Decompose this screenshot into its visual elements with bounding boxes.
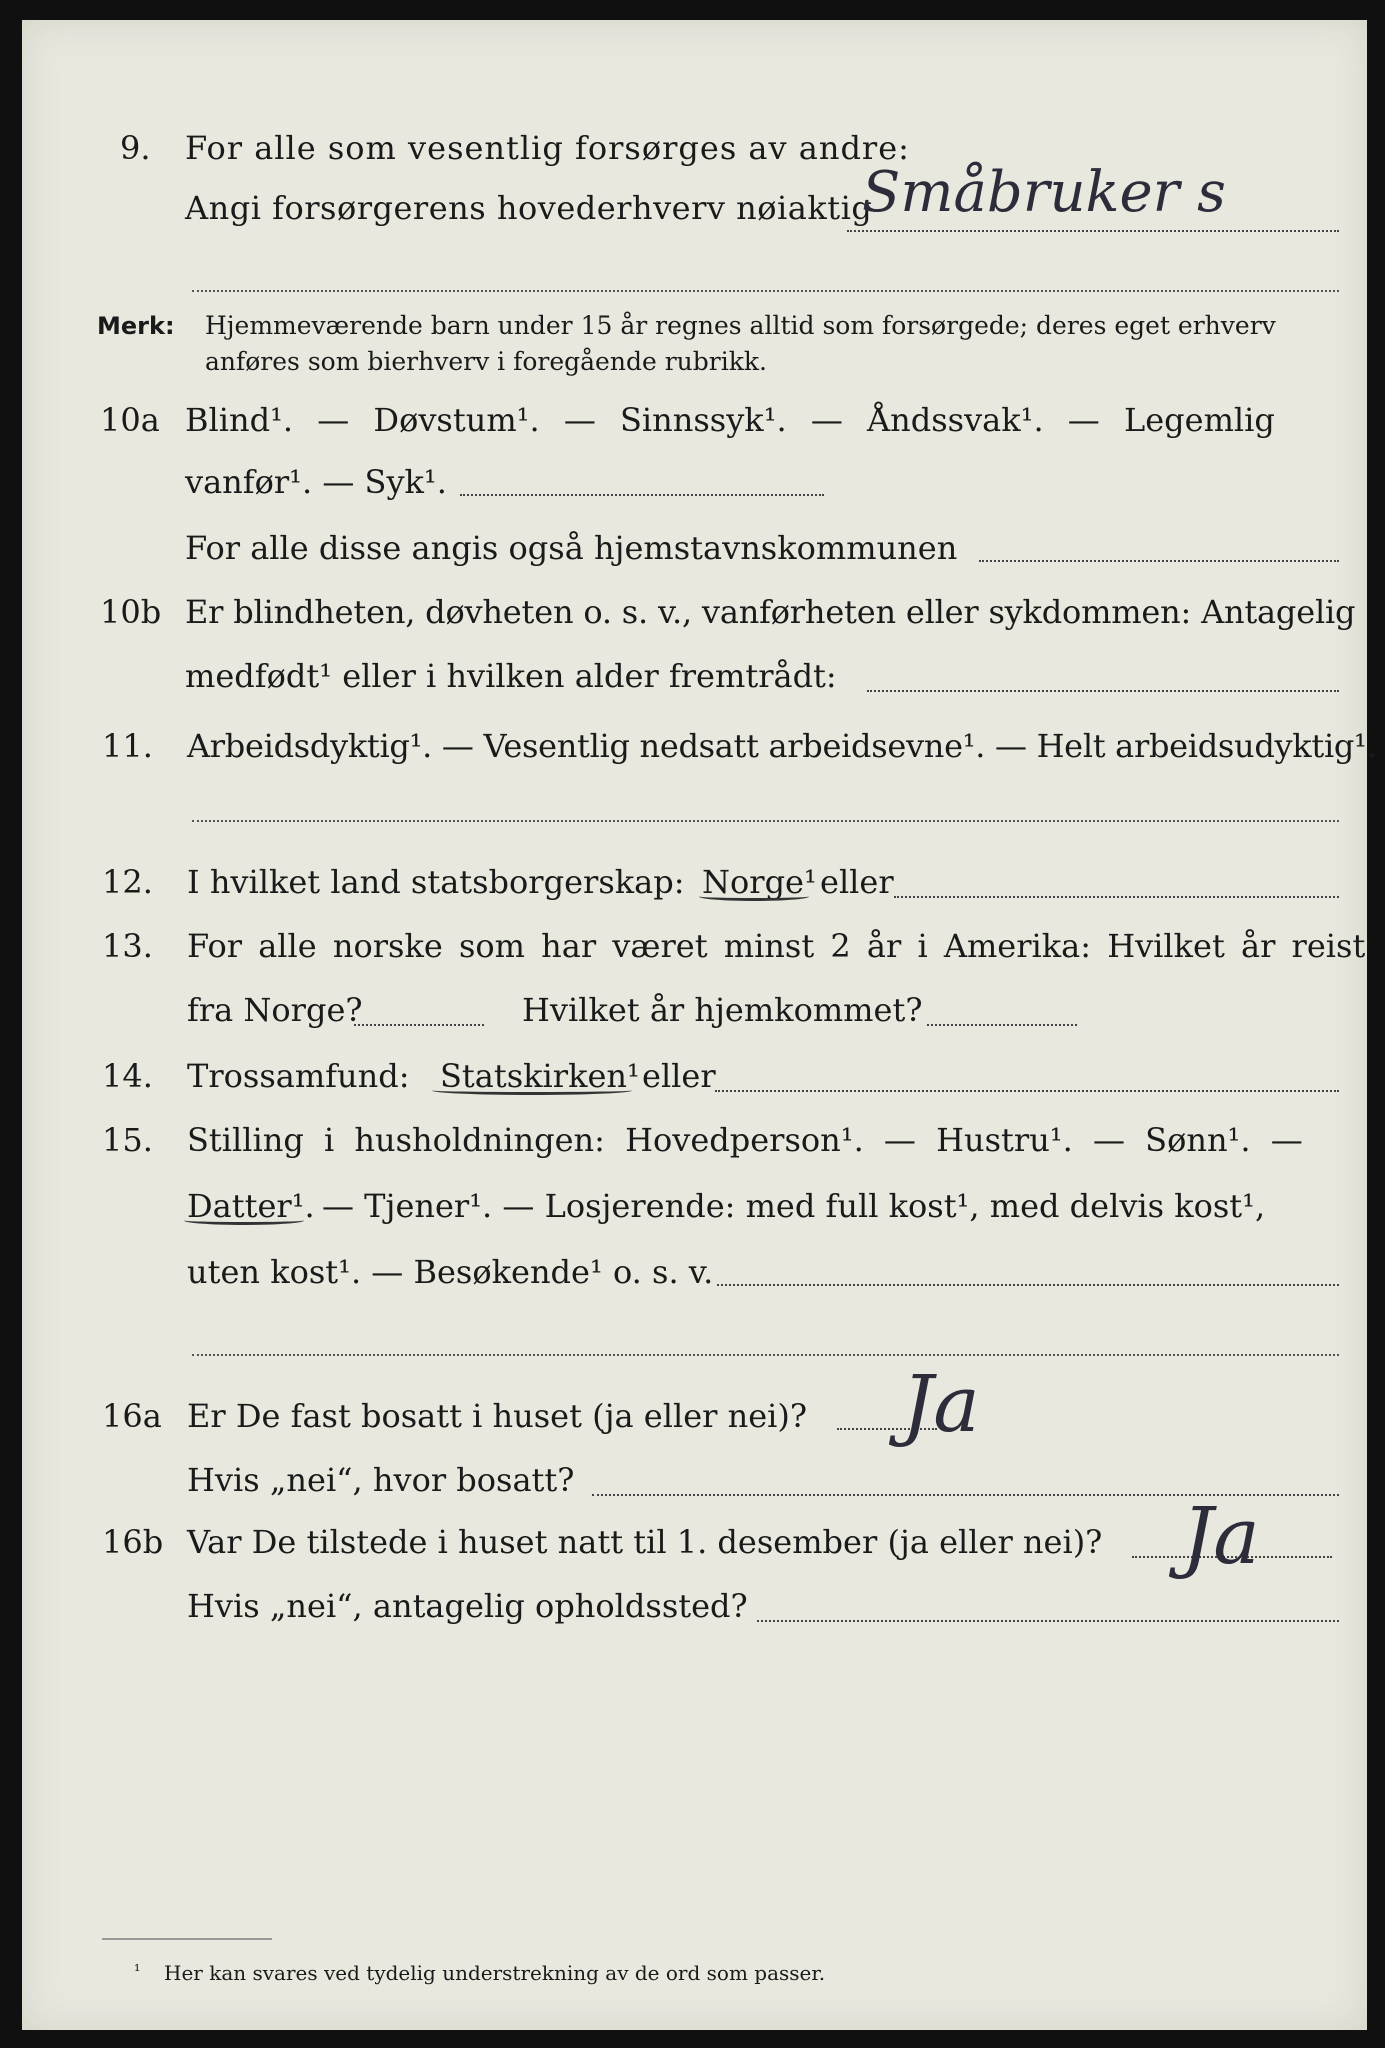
form-page	[22, 20, 1377, 2030]
q9-extra-line	[192, 290, 1339, 292]
q12-suffix: eller	[820, 863, 894, 901]
q16b-handwritten-answer: Ja	[1182, 1492, 1260, 1582]
q13-line2b: Hvilket år hjemkommet?	[522, 991, 923, 1029]
q13-hjemkommet-line	[927, 1024, 1077, 1026]
q13-line1: For alle norske som har været minst 2 år i Amerika: Hvilket år reist	[187, 927, 1366, 965]
q12-number: 12.	[102, 863, 153, 901]
q12-option-norge: Norge¹	[702, 863, 817, 901]
q15-answer-line	[717, 1284, 1339, 1286]
q16a-line1: Er De fast bosatt i huset (ja eller nei)?	[187, 1397, 808, 1435]
q16b-number: 16b	[102, 1523, 164, 1561]
q10b-line1: Er blindheten, døvheten o. s. v., vanførheten eller sykdommen: Antagelig	[185, 593, 1356, 631]
q15-line1: Stilling i husholdningen: Hovedperson¹. — Hustru¹. — Sønn¹. —	[187, 1121, 1303, 1159]
footnote-text: Her kan svares ved tydelig understrekning av de ord som passer.	[164, 1961, 826, 1985]
q14-statskirken-underline	[432, 1086, 632, 1095]
q11-extra-line	[192, 820, 1339, 822]
q9-line2: Angi forsørgerens hovederhverv nøiaktig	[185, 189, 873, 227]
q12-answer-line	[894, 896, 1339, 898]
q14-prefix: Trossamfund:	[187, 1057, 410, 1095]
q10a-kommune-line	[979, 560, 1339, 562]
q15-extra-line	[192, 1354, 1339, 1356]
q12-norge-underline	[699, 892, 809, 901]
q15-line3: uten kost¹. — Besøkende¹ o. s. v.	[187, 1253, 714, 1291]
q9-number: 9.	[120, 129, 151, 167]
q11-line1: Arbeidsdyktig¹. — Vesentlig nedsatt arbeidsevne¹. — Helt arbeidsudyktig¹.	[187, 727, 1377, 765]
q10a-line2: vanfør¹. — Syk¹.	[185, 463, 447, 501]
footnote-mark: ¹	[134, 1961, 141, 1980]
q14-suffix: eller	[642, 1057, 716, 1095]
q14-option-statskirken: Statskirken¹	[440, 1057, 640, 1095]
q11-number: 11.	[102, 727, 153, 765]
q10a-number: 10a	[100, 401, 160, 439]
q15-number: 15.	[102, 1121, 153, 1159]
q14-answer-line	[715, 1090, 1339, 1092]
q15-line2-rest: — Tjener¹. — Losjerende: med full kost¹, med delvis kost¹,	[322, 1187, 1266, 1225]
q12-prefix: I hvilket land statsborgerskap:	[187, 863, 685, 901]
q10b-answer-line	[867, 690, 1339, 692]
q15-datter-underline	[184, 1216, 304, 1225]
q16a-number: 16a	[102, 1397, 162, 1435]
q16b-line1: Var De tilstede i huset natt til 1. desember (ja eller nei)?	[187, 1523, 1103, 1561]
merk-line2: anføres som bierhverv i foregående rubrikk.	[205, 347, 767, 376]
q15-option-datter: Datter¹.	[187, 1187, 315, 1225]
merk-label: Merk:	[97, 312, 175, 340]
q16a-line2: Hvis „nei“, hvor bosatt?	[187, 1461, 575, 1499]
q9-handwritten-answer: Småbruker s	[862, 160, 1226, 225]
footnote-separator	[102, 1938, 272, 1940]
q13-number: 13.	[102, 927, 153, 965]
q13-line2a: fra Norge?	[187, 991, 363, 1029]
q10a-line3: For alle disse angis også hjemstavnskommunen	[185, 529, 958, 567]
q13-reist-line	[354, 1024, 484, 1026]
q16b-opholdssted-line	[757, 1620, 1339, 1622]
q10a-syk-line	[460, 494, 824, 496]
q16b-line2: Hvis „nei“, antagelig opholdssted?	[187, 1587, 748, 1625]
q14-number: 14.	[102, 1057, 153, 1095]
q9-line1: For alle som vesentlig forsørges av andre:	[185, 129, 910, 167]
q9-answer-line	[847, 230, 1339, 232]
q10b-line2: medfødt¹ eller i hvilken alder fremtrådt:	[185, 657, 837, 695]
q10b-number: 10b	[100, 593, 162, 631]
merk-line1: Hjemmeværende barn under 15 år regnes alltid som forsørgede; deres eget erhverv	[205, 311, 1276, 340]
q16a-handwritten-answer: Ja	[902, 1360, 980, 1450]
q10a-line1: Blind¹. — Døvstum¹. — Sinnssyk¹. — Åndssvak¹. — Legemlig	[185, 401, 1275, 439]
